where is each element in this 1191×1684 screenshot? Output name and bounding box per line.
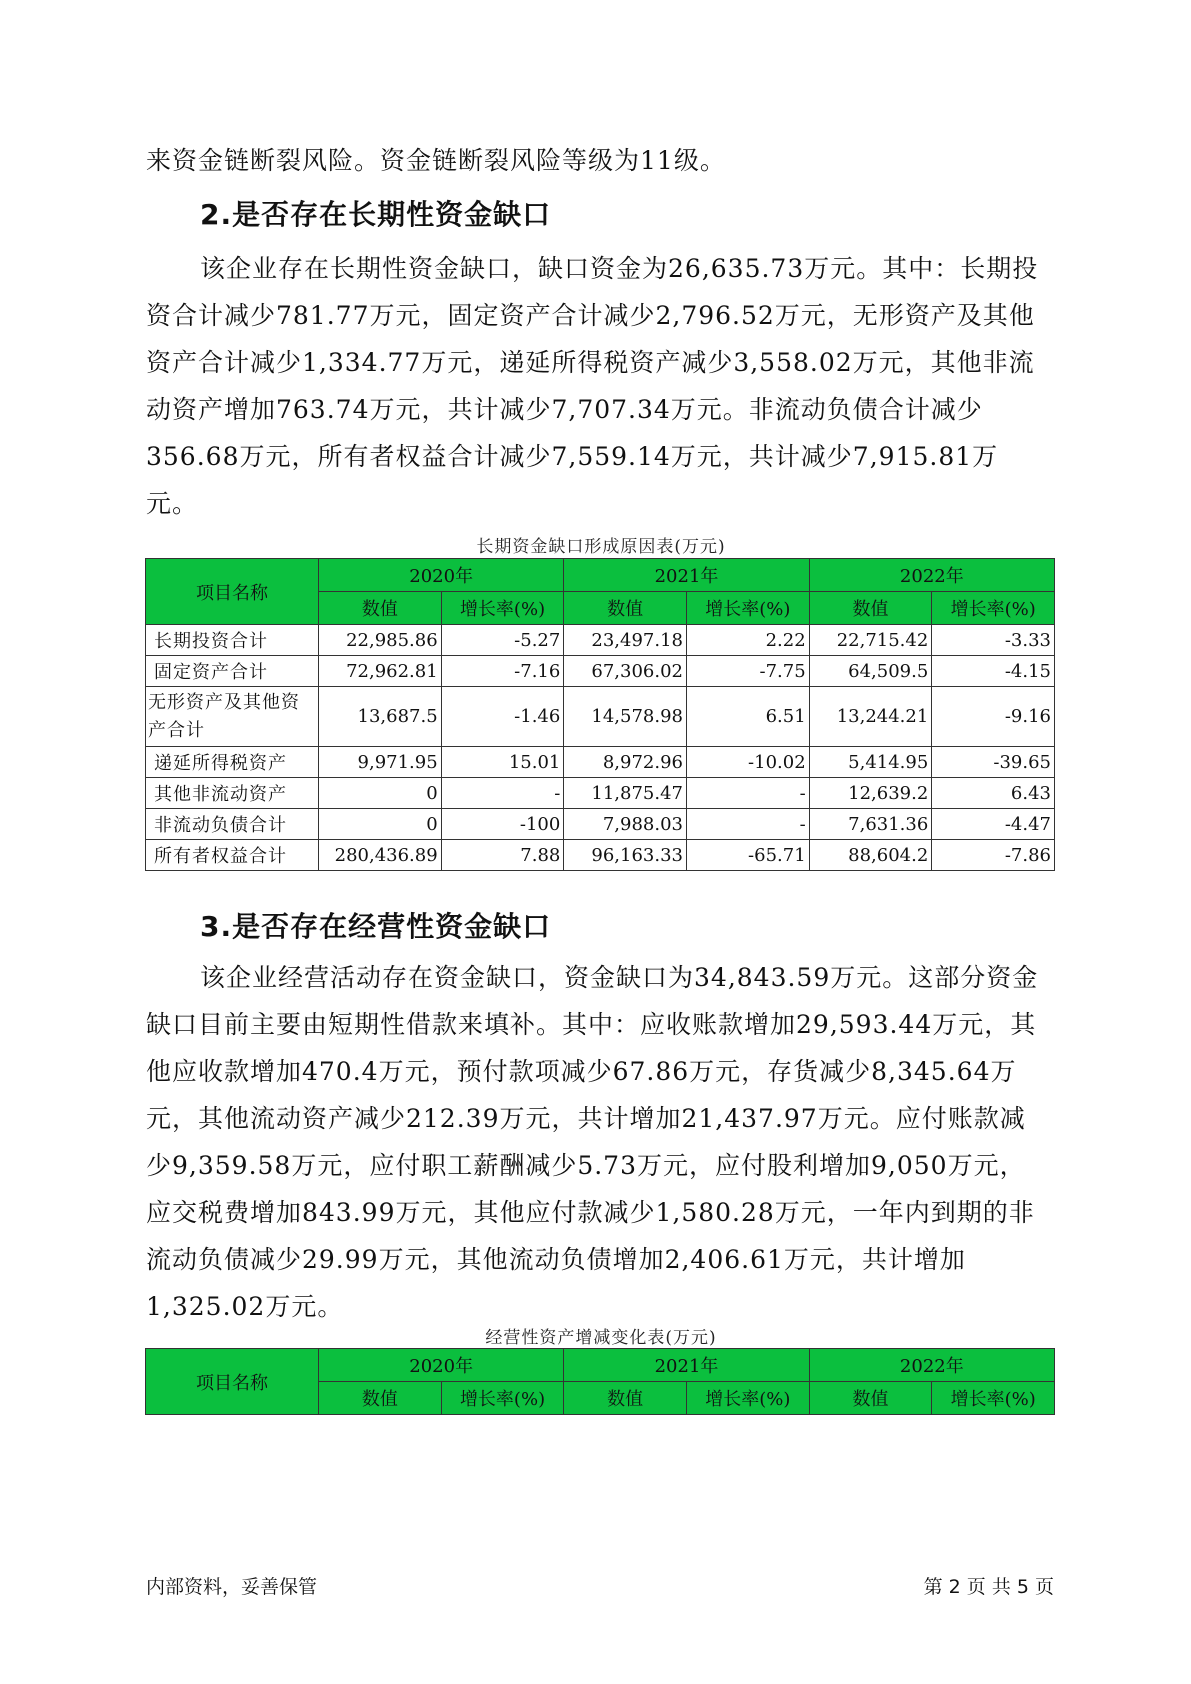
row-item-name: 非流动负债合计 xyxy=(146,809,319,840)
value-cell: 7,988.03 xyxy=(564,809,687,840)
growth-cell: -100 xyxy=(441,809,564,840)
row-item-name: 固定资产合计 xyxy=(146,656,319,687)
table-row xyxy=(146,656,1055,687)
year-header: 2021年 xyxy=(564,1349,809,1382)
table-1-caption: 长期资金缺口形成原因表(万元) xyxy=(476,537,726,557)
value-cell: 9,971.95 xyxy=(319,747,442,778)
value-cell: 0 xyxy=(319,778,442,809)
growth-header: 增长率(%) xyxy=(932,592,1055,625)
row-item-name: 所有者权益合计 xyxy=(146,840,319,871)
growth-cell: 6.51 xyxy=(687,687,810,747)
value-cell: 88,604.2 xyxy=(809,840,932,871)
value-header: 数值 xyxy=(809,1382,932,1415)
value-cell: 96,163.33 xyxy=(564,840,687,871)
value-cell: 280,436.89 xyxy=(319,840,442,871)
growth-cell: 2.22 xyxy=(687,625,810,656)
value-cell: 0 xyxy=(319,809,442,840)
value-cell: 22,985.86 xyxy=(319,625,442,656)
year-header: 2022年 xyxy=(809,1349,1054,1382)
growth-cell: -10.02 xyxy=(687,747,810,778)
growth-cell: -39.65 xyxy=(932,747,1055,778)
year-header: 2022年 xyxy=(809,559,1054,592)
year-header: 2020年 xyxy=(319,559,564,592)
value-header: 数值 xyxy=(564,592,687,625)
footer-page-number: 第 2 页 共 5 页 xyxy=(923,1576,1054,1598)
growth-header: 增长率(%) xyxy=(687,592,810,625)
footer-confidential: 内部资料，妥善保管 xyxy=(146,1576,318,1598)
item-name-header: 项目名称 xyxy=(146,559,319,625)
growth-header: 增长率(%) xyxy=(441,592,564,625)
value-cell: 7,631.36 xyxy=(809,809,932,840)
table-row xyxy=(146,687,1055,747)
table-row xyxy=(146,840,1055,871)
value-cell: 72,962.81 xyxy=(319,656,442,687)
growth-header: 增长率(%) xyxy=(932,1382,1055,1415)
item-name-header: 项目名称 xyxy=(146,1349,319,1415)
value-cell: 8,972.96 xyxy=(564,747,687,778)
value-cell: 13,244.21 xyxy=(809,687,932,747)
value-header: 数值 xyxy=(809,592,932,625)
table-row xyxy=(146,625,1055,656)
long-term-gap-table xyxy=(145,558,1055,871)
row-item-name: 其他非流动资产 xyxy=(146,778,319,809)
section-3-heading: 3.是否存在经营性资金缺口 xyxy=(200,910,552,943)
row-item-name: 长期投资合计 xyxy=(146,625,319,656)
growth-cell: 15.01 xyxy=(441,747,564,778)
growth-cell: -3.33 xyxy=(932,625,1055,656)
growth-cell: -1.46 xyxy=(441,687,564,747)
continuation-text: 来资金链断裂风险。资金链断裂风险等级为11级。 xyxy=(146,146,726,175)
value-cell: 23,497.18 xyxy=(564,625,687,656)
growth-cell: - xyxy=(441,778,564,809)
table-row xyxy=(146,747,1055,778)
value-cell: 22,715.42 xyxy=(809,625,932,656)
value-header: 数值 xyxy=(564,1382,687,1415)
table-2-caption: 经营性资产增减变化表(万元) xyxy=(485,1328,717,1348)
section-2-paragraph: 该企业存在长期性资金缺口，缺口资金为26,635.73万元。其中：长期投资合计减少781.77万元，固定资产合计减少2,796.52万元，无形资产及其他资产合计减少1,334.77万元，递延所得税资产减少3,558.02万元，其他非流动资产增加763.74万元，共计减少7,707.34万元。非流动负债合计减少356.68万元，所有者权益合计减少7,559.14万元，共计减少7,915.81万元。 xyxy=(146,254,1039,518)
growth-cell: -7.86 xyxy=(932,840,1055,871)
growth-cell: -4.47 xyxy=(932,809,1055,840)
section-3-paragraph: 该企业经营活动存在资金缺口，资金缺口为34,843.59万元。这部分资金缺口目前主要由短期性借款来填补。其中：应收账款增加29,593.44万元，其他应收款增加470.4万元，预付款项减少67.86万元，存货减少8,345.64万元，其他流动资产减少212.39万元，共计增加21,437.97万元。应付账款减少9,359.58万元，应付职工薪酬减少5.73万元，应付股利增加9,050万元，应交税费增加843.99万元，其他应付款减少1,580.28万元，一年内到期的非流动负债减少29.99万元，其他流动负债增加2,406.61万元，共计增加1,325.02万元。 xyxy=(146,963,1039,1321)
growth-cell: 6.43 xyxy=(932,778,1055,809)
value-cell: 11,875.47 xyxy=(564,778,687,809)
year-header: 2021年 xyxy=(564,559,809,592)
value-cell: 5,414.95 xyxy=(809,747,932,778)
value-cell: 64,509.5 xyxy=(809,656,932,687)
growth-cell: -65.71 xyxy=(687,840,810,871)
value-cell: 13,687.5 xyxy=(319,687,442,747)
section-2-heading: 2.是否存在长期性资金缺口 xyxy=(200,198,552,231)
value-cell: 12,639.2 xyxy=(809,778,932,809)
growth-cell: -9.16 xyxy=(932,687,1055,747)
operating-assets-table xyxy=(145,1348,1055,1415)
year-header: 2020年 xyxy=(319,1349,564,1382)
growth-cell: 7.88 xyxy=(441,840,564,871)
value-header: 数值 xyxy=(319,1382,442,1415)
value-header: 数值 xyxy=(319,592,442,625)
table-row xyxy=(146,809,1055,840)
growth-header: 增长率(%) xyxy=(687,1382,810,1415)
value-cell: 67,306.02 xyxy=(564,656,687,687)
table-row xyxy=(146,778,1055,809)
value-cell: 14,578.98 xyxy=(564,687,687,747)
growth-cell: - xyxy=(687,778,810,809)
row-item-name: 递延所得税资产 xyxy=(146,747,319,778)
growth-cell: -4.15 xyxy=(932,656,1055,687)
growth-header: 增长率(%) xyxy=(441,1382,564,1415)
growth-cell: -5.27 xyxy=(441,625,564,656)
growth-cell: -7.75 xyxy=(687,656,810,687)
growth-cell: - xyxy=(687,809,810,840)
row-item-name: 无形资产及其他资产合计 xyxy=(146,687,319,747)
growth-cell: -7.16 xyxy=(441,656,564,687)
